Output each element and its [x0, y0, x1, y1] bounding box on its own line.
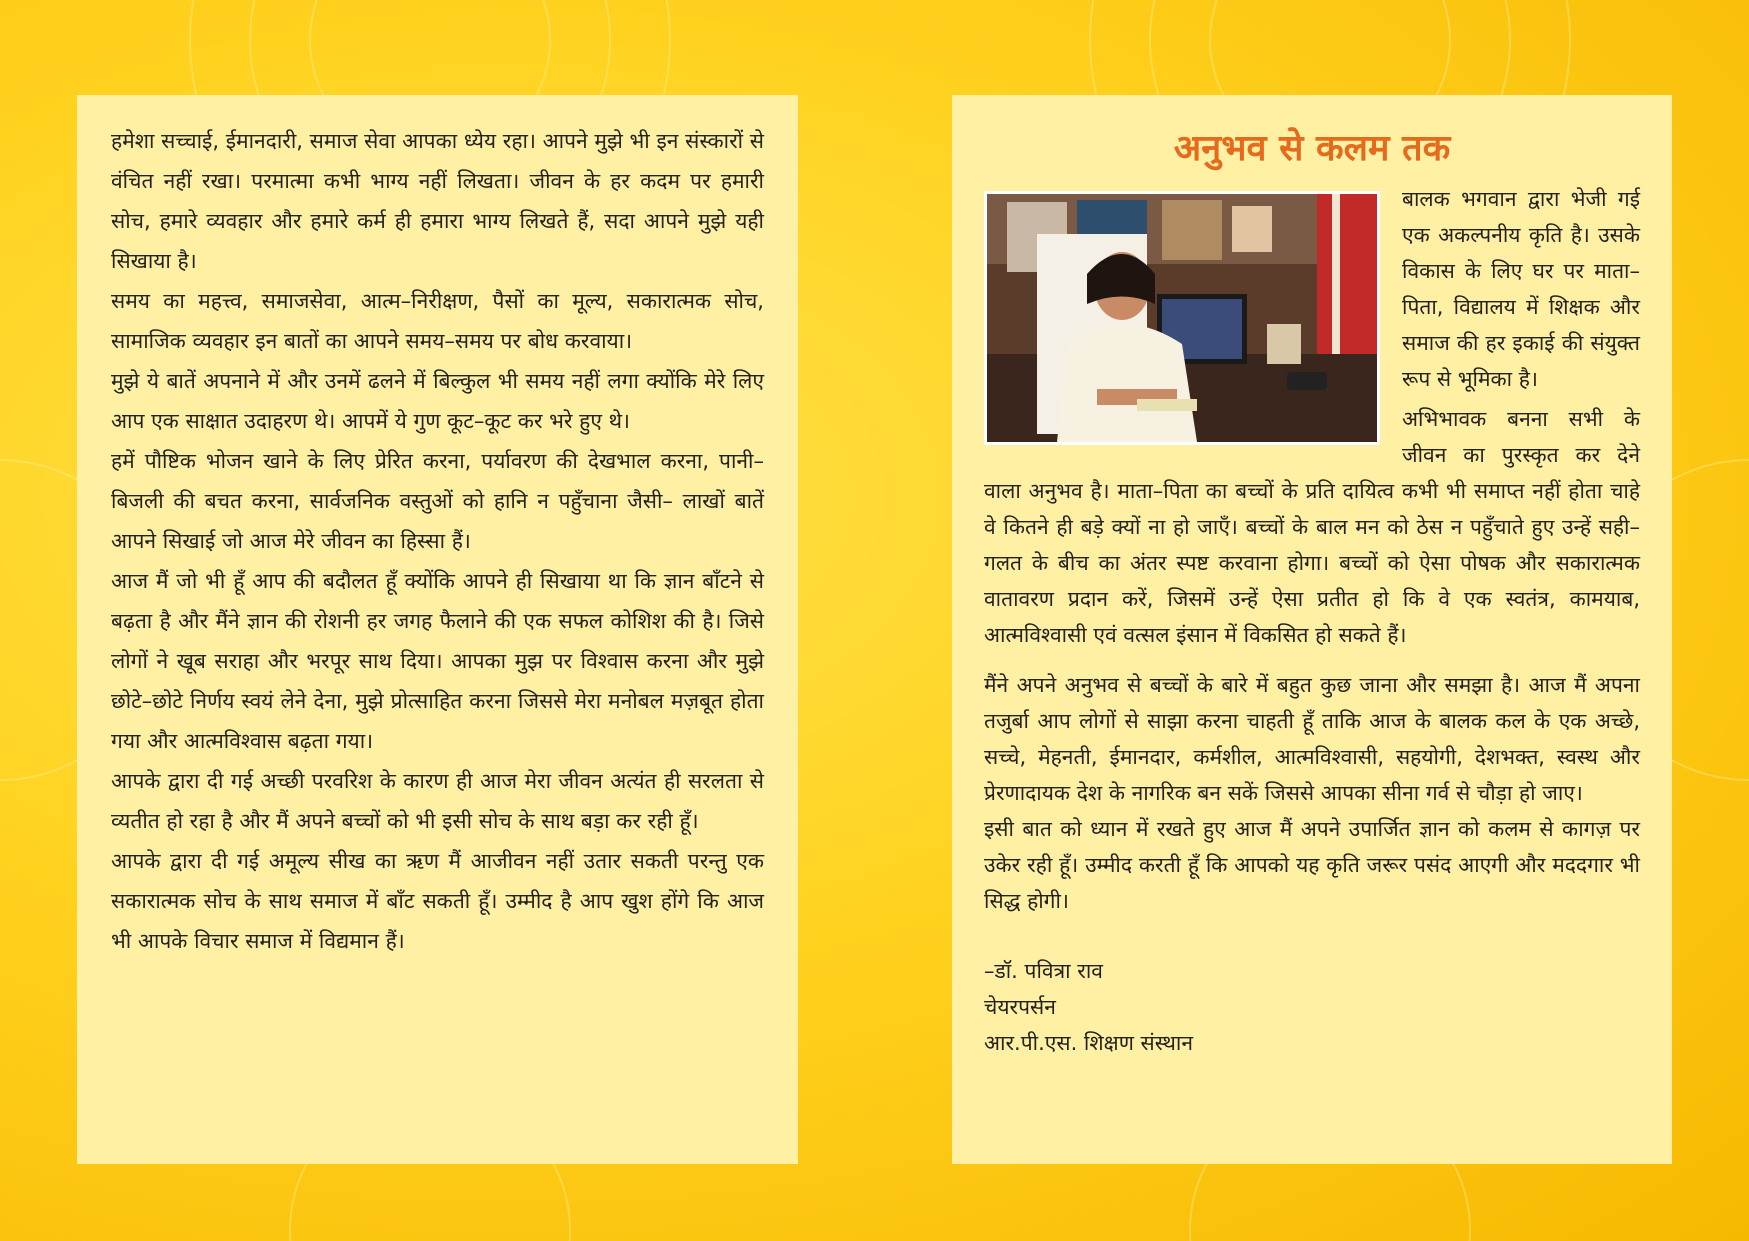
- right-paragraph-2: अभिभावक बनना सभी के जीवन का पुरस्कृत कर देने वाला अनुभव है। माता–पिता का बच्चों के प्रति दायित्व कभी भी समाप्त नहीं होता चाहे वे कितने ही बड़े क्यों ना हो जाएँ। बच्चों के बाल मन को ठेस न पहुँचाते हुए उन्हें सही–गलत के बीच का अंतर स्पष्ट करवाना होगा। बच्चों को ऐसा पोषक और सकारात्मक वातावरण प्रदान करें, जिसमें उन्हें ऐसा प्रतीत हो कि वे एक स्वतंत्र, कामयाब, आत्मविश्वासी एवं वत्सल इंसान में विकसित हो सकते हैं।: [984, 407, 1640, 647]
- left-paragraph-6: आपके द्वारा दी गई अच्छी परवरिश के कारण ही आज मेरा जीवन अत्यंत ही सरलता से व्यतीत हो रहा है और मैं अपने बच्चों को भी इसी सोच के साथ बड़ा कर रही हूँ।: [111, 769, 764, 833]
- right-text-body: [984, 181, 1640, 1061]
- right-paragraph-1: बालक भगवान द्वारा भेजी गई एक अकल्पनीय कृति है। उसके विकास के लिए घर पर माता–पिता, विद्यालय में शिक्षक और समाज की हर इकाई की संयुक्त रूप से भूमिका है।: [1402, 187, 1640, 391]
- page-title: अनुभव से कलम तक: [1173, 128, 1451, 169]
- right-paragraph-3: मैंने अपने अनुभव से बच्चों के बारे में बहुत कुछ जाना और समझा है। आज मैं अपना तजुर्बा आप लोगों से साझा करना चाहती हूँ ताकि आज के बालक कल के एक अच्छे, सच्चे, मेहनती, ईमानदार, कर्मशील, आत्मविश्वासी, सहयोगी, देशभक्त, स्वस्थ और प्रेरणादायक देश के नागरिक बन सकें जिससे आपका सीना गर्व से चौड़ा हो जाए।: [984, 673, 1640, 805]
- right-paragraph-4: इसी बात को ध्यान में रखते हुए आज मैं अपने उपार्जित ज्ञान को कलम से कागज़ पर उकेर रही हूँ। उम्मीद करती हूँ कि आपको यह कृति जरूर पसंद आएगी और मददगार भी सिद्ध होगी।: [984, 817, 1640, 913]
- signature-designation: चेयरपर्सन: [984, 995, 1056, 1019]
- author-photo: [984, 191, 1380, 445]
- signature-block: [984, 953, 1640, 1061]
- left-page-panel: [77, 95, 798, 1164]
- signature-name: –डॉ. पवित्रा राव: [984, 959, 1103, 983]
- left-paragraph-4: हमें पौष्टिक भोजन खाने के लिए प्रेरित करना, पर्यावरण की देखभाल करना, पानी–बिजली की बचत करना, सार्वजनिक वस्तुओं को हानि न पहुँचाना जैसी– लाखों बातें आपने सिखाई जो आज मेरे जीवन का हिस्सा हैं।: [111, 449, 764, 553]
- left-paragraph-1: हमेशा सच्चाई, ईमानदारी, समाज सेवा आपका ध्येय रहा। आपने मुझे भी इन संस्कारों से वंचित नहीं रखा। परमात्मा कभी भाग्य नहीं लिखता। जीवन के हर कदम पर हमारी सोच, हमारे व्यवहार और हमारे कर्म ही हमारा भाग्य लिखते हैं, सदा आपने मुझे यही सिखाया है।: [111, 129, 764, 273]
- left-paragraph-3: मुझे ये बातें अपनाने में और उनमें ढलने में बिल्कुल भी समय नहीं लगा क्योंकि मेरे लिए आप एक साक्षात उदाहरण थे। आपमें ये गुण कूट–कूट कर भरे हुए थे।: [111, 369, 764, 433]
- signature-institution: आर.पी.एस. शिक्षण संस्थान: [984, 1031, 1194, 1055]
- right-page-panel: [952, 95, 1672, 1164]
- left-paragraph-2: समय का महत्त्व, समाजसेवा, आत्म–निरीक्षण, पैसों का मूल्य, सकारात्मक सोच, सामाजिक व्यवहार इन बातों का आपने समय–समय पर बोध करवाया।: [111, 289, 764, 353]
- left-paragraph-5: आज मैं जो भी हूँ आप की बदौलत हूँ क्योंकि आपने ही सिखाया था कि ज्ञान बाँटने से बढ़ता है और मैंने ज्ञान की रोशनी हर जगह फैलाने की एक सफल कोशिश की है। जिसे लोगों ने खूब सराहा और भरपूर साथ दिया। आपका मुझ पर विश्वास करना और मुझे छोटे–छोटे निर्णय स्वयं लेने देना, मुझे प्रोत्साहित करना जिससे मेरा मनोबल मज़बूत होता गया और आत्मविश्वास बढ़ता गया।: [111, 569, 764, 753]
- left-paragraph-7: आपके द्वारा दी गई अमूल्य सीख का ऋण मैं आजीवन नहीं उतार सकती परन्तु एक सकारात्मक सोच के साथ समाज में बाँट सकती हूँ। उम्मीद है आप खुश होंगे कि आज भी आपके विचार समाज में विद्यमान हैं।: [111, 849, 764, 953]
